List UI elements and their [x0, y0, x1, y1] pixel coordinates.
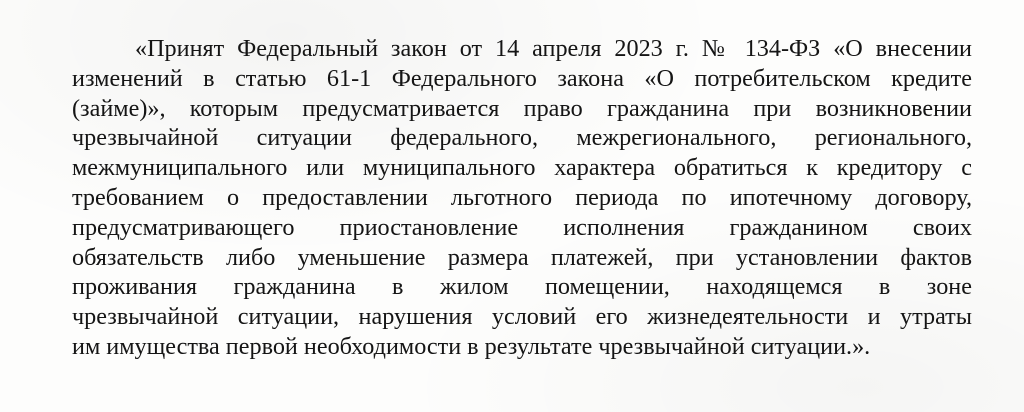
paragraph-line-7: предусматривающего приостановление исполнения гражданином своих — [72, 213, 972, 241]
paragraph-line-3: (займе)», которым предусматривается право гражданина при возникновении — [72, 94, 972, 122]
paragraph-line-9: проживания гражданина в жилом помещении, находящемся в зоне — [72, 273, 972, 301]
paragraph-line-2: изменений в статью 61-1 Федерального закона «О потребительском кредите — [72, 64, 972, 92]
paragraph-line-4: чрезвычайной ситуации федерального, межрегионального, регионального, — [72, 124, 972, 152]
paragraph-line-10: чрезвычайной ситуации, нарушения условий его жизнедеятельности и утраты — [72, 303, 972, 331]
paragraph-line-8: обязательств либо уменьшение размера платежей, при установлении фактов — [72, 243, 972, 271]
paragraph-line-11: им имущества первой необходимости в результате чрезвычайной ситуации.». — [72, 332, 871, 360]
paragraph-line-1: «Принят Федеральный закон от 14 апреля 2023 г. № 134-ФЗ «О внесении — [135, 35, 972, 62]
document-paragraph — [72, 34, 972, 362]
paragraph-line-5: межмуниципального или муниципального характера обратиться к кредитору с — [72, 154, 972, 182]
paragraph-line-6: требованием о предоставлении льготного периода по ипотечному договору, — [72, 183, 972, 211]
